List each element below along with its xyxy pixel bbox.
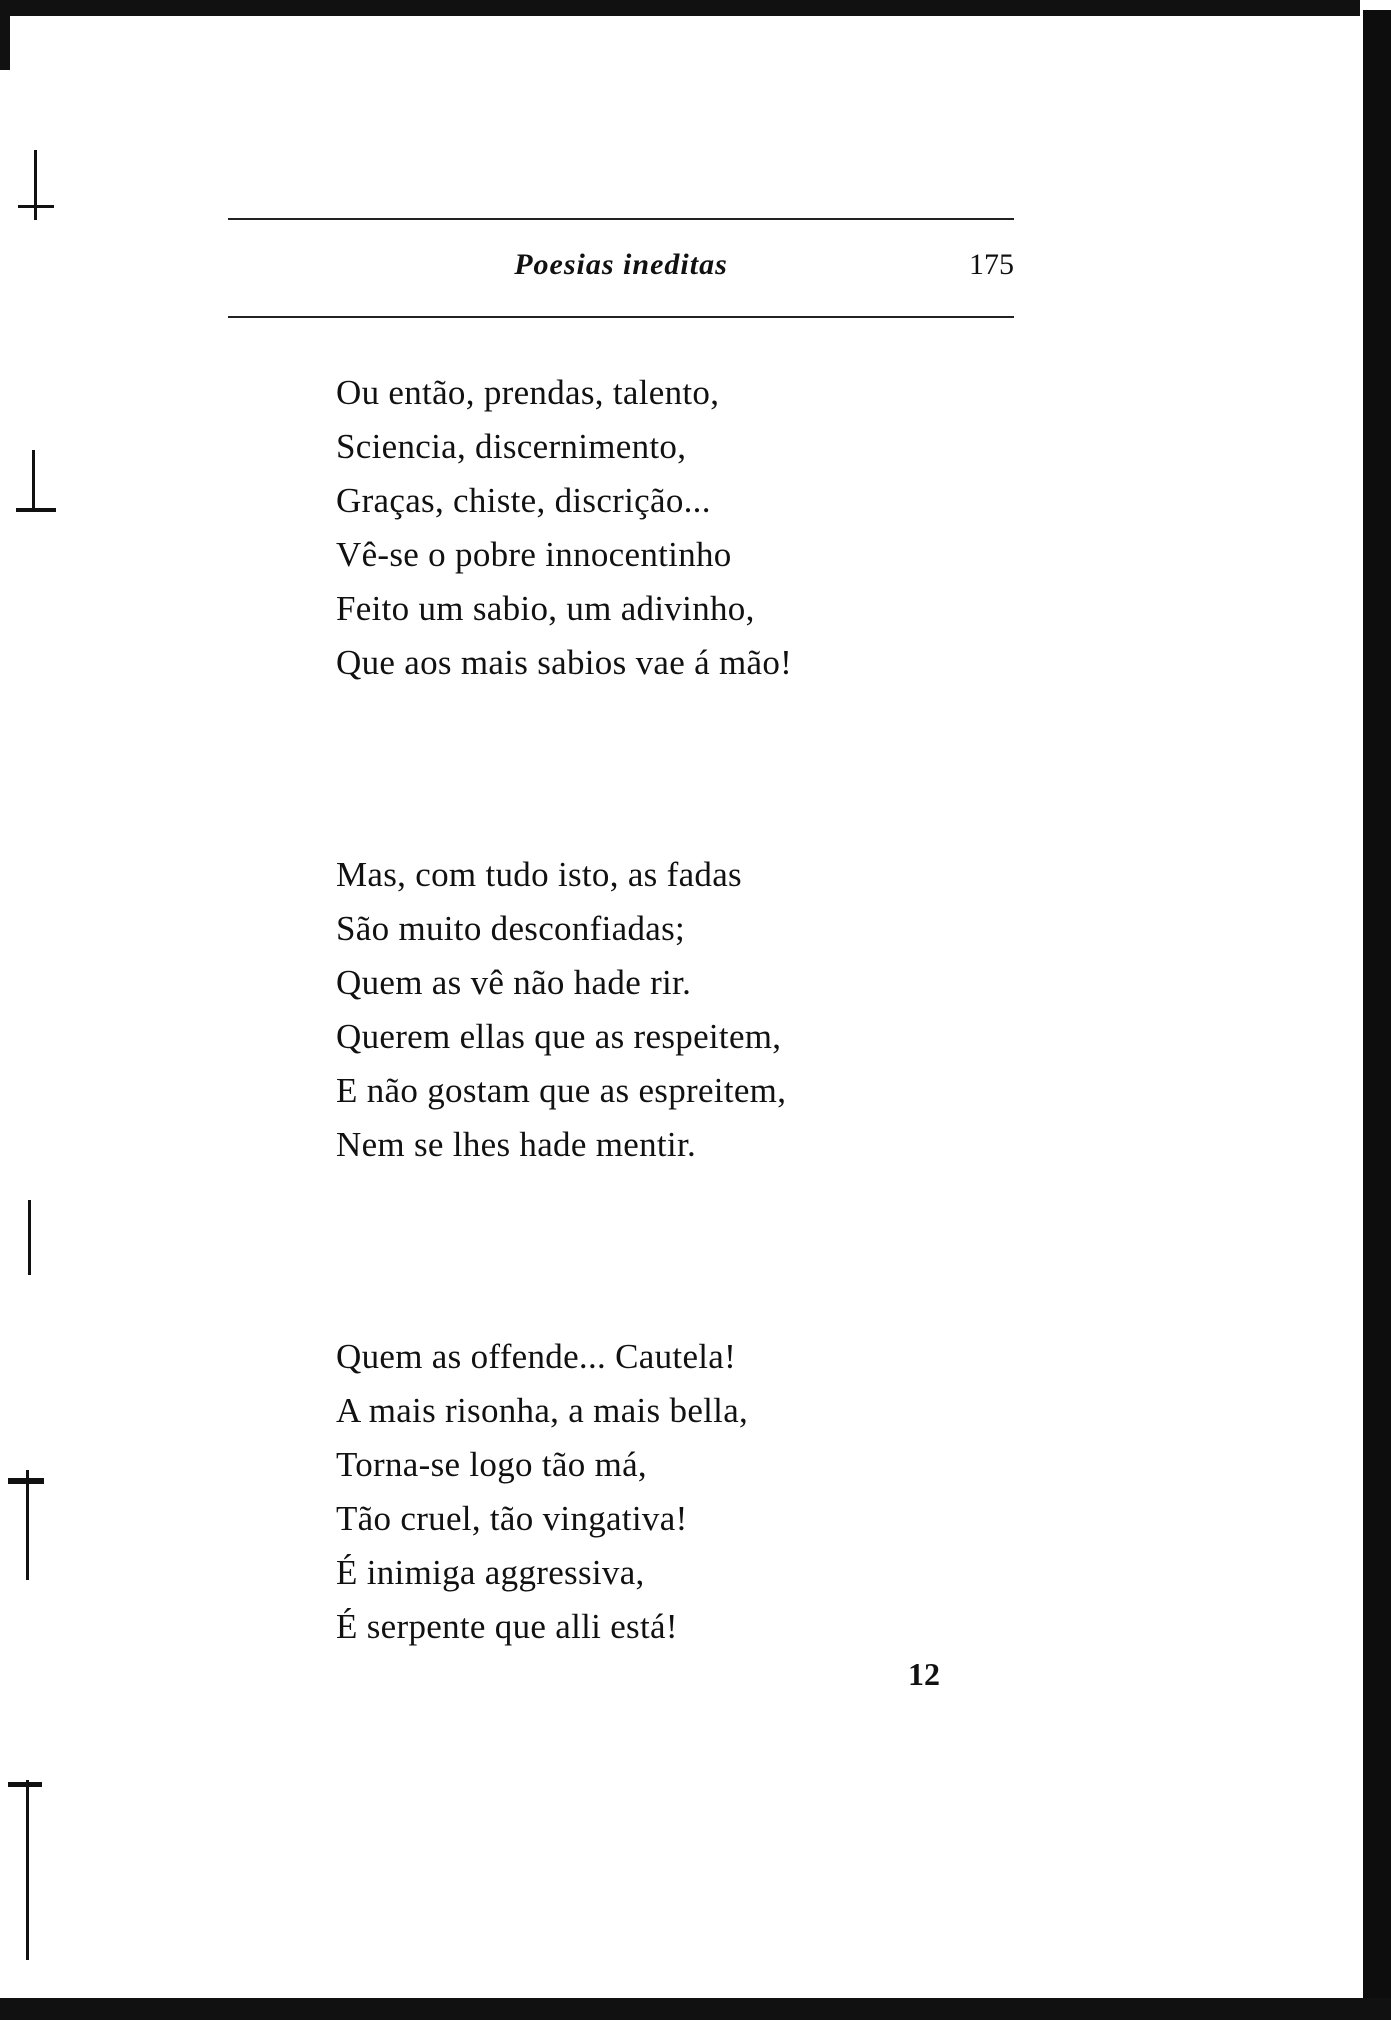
binding-mark (26, 1470, 29, 1580)
binding-mark (16, 508, 56, 512)
binding-mark (18, 205, 54, 208)
binding-mark (8, 1782, 42, 1787)
header-rule-top (228, 218, 1014, 220)
binding-mark (32, 450, 35, 510)
verse-line: Que aos mais sabios vae á mão! (336, 643, 793, 682)
verse-line: Quem as offende... Cautela! (336, 1337, 737, 1376)
page-number: 175 (969, 248, 1014, 281)
stanza-1 (336, 366, 792, 690)
verse-line: Vê-se o pobre innocentinho (336, 535, 732, 574)
verse-line: Tão cruel, tão vingativa! (336, 1499, 688, 1538)
verse-line: Feito um sabio, um adivinho, (336, 589, 755, 628)
verse-line: E não gostam que as espreitem, (336, 1071, 787, 1110)
signature-mark: 12 (908, 1656, 940, 1692)
running-head (228, 248, 1014, 296)
verse-line: São muito desconfiadas; (336, 909, 686, 948)
scan-border-top (0, 0, 1360, 16)
binding-mark (34, 150, 37, 220)
verse-line: Sciencia, discernimento, (336, 427, 687, 466)
stanza-3 (336, 1330, 748, 1654)
running-title: Poesias ineditas (514, 248, 728, 281)
verse-line: Quem as vê não hade rir. (336, 963, 692, 1002)
verse-line: Torna-se logo tão má, (336, 1445, 647, 1484)
verse-line: Ou então, prendas, talento, (336, 373, 720, 412)
header-rule-bottom (228, 316, 1014, 318)
scan-border-bottom (0, 1998, 1391, 2020)
verse-line: É serpente que alli está! (336, 1607, 678, 1646)
binding-mark (28, 1200, 31, 1275)
scan-border-right (1363, 10, 1391, 2000)
verse-line: Graças, chiste, discrição... (336, 481, 711, 520)
binding-mark (26, 1780, 29, 1960)
verse-line: Nem se lhes hade mentir. (336, 1125, 697, 1164)
binding-mark (8, 1478, 44, 1484)
stanza-2 (336, 848, 786, 1172)
verse-line: É inimiga aggressiva, (336, 1553, 645, 1592)
verse-line: Mas, com tudo isto, as fadas (336, 855, 742, 894)
verse-line: Querem ellas que as respeitem, (336, 1017, 782, 1056)
verse-line: A mais risonha, a mais bella, (336, 1391, 749, 1430)
scan-border-left (0, 0, 10, 70)
